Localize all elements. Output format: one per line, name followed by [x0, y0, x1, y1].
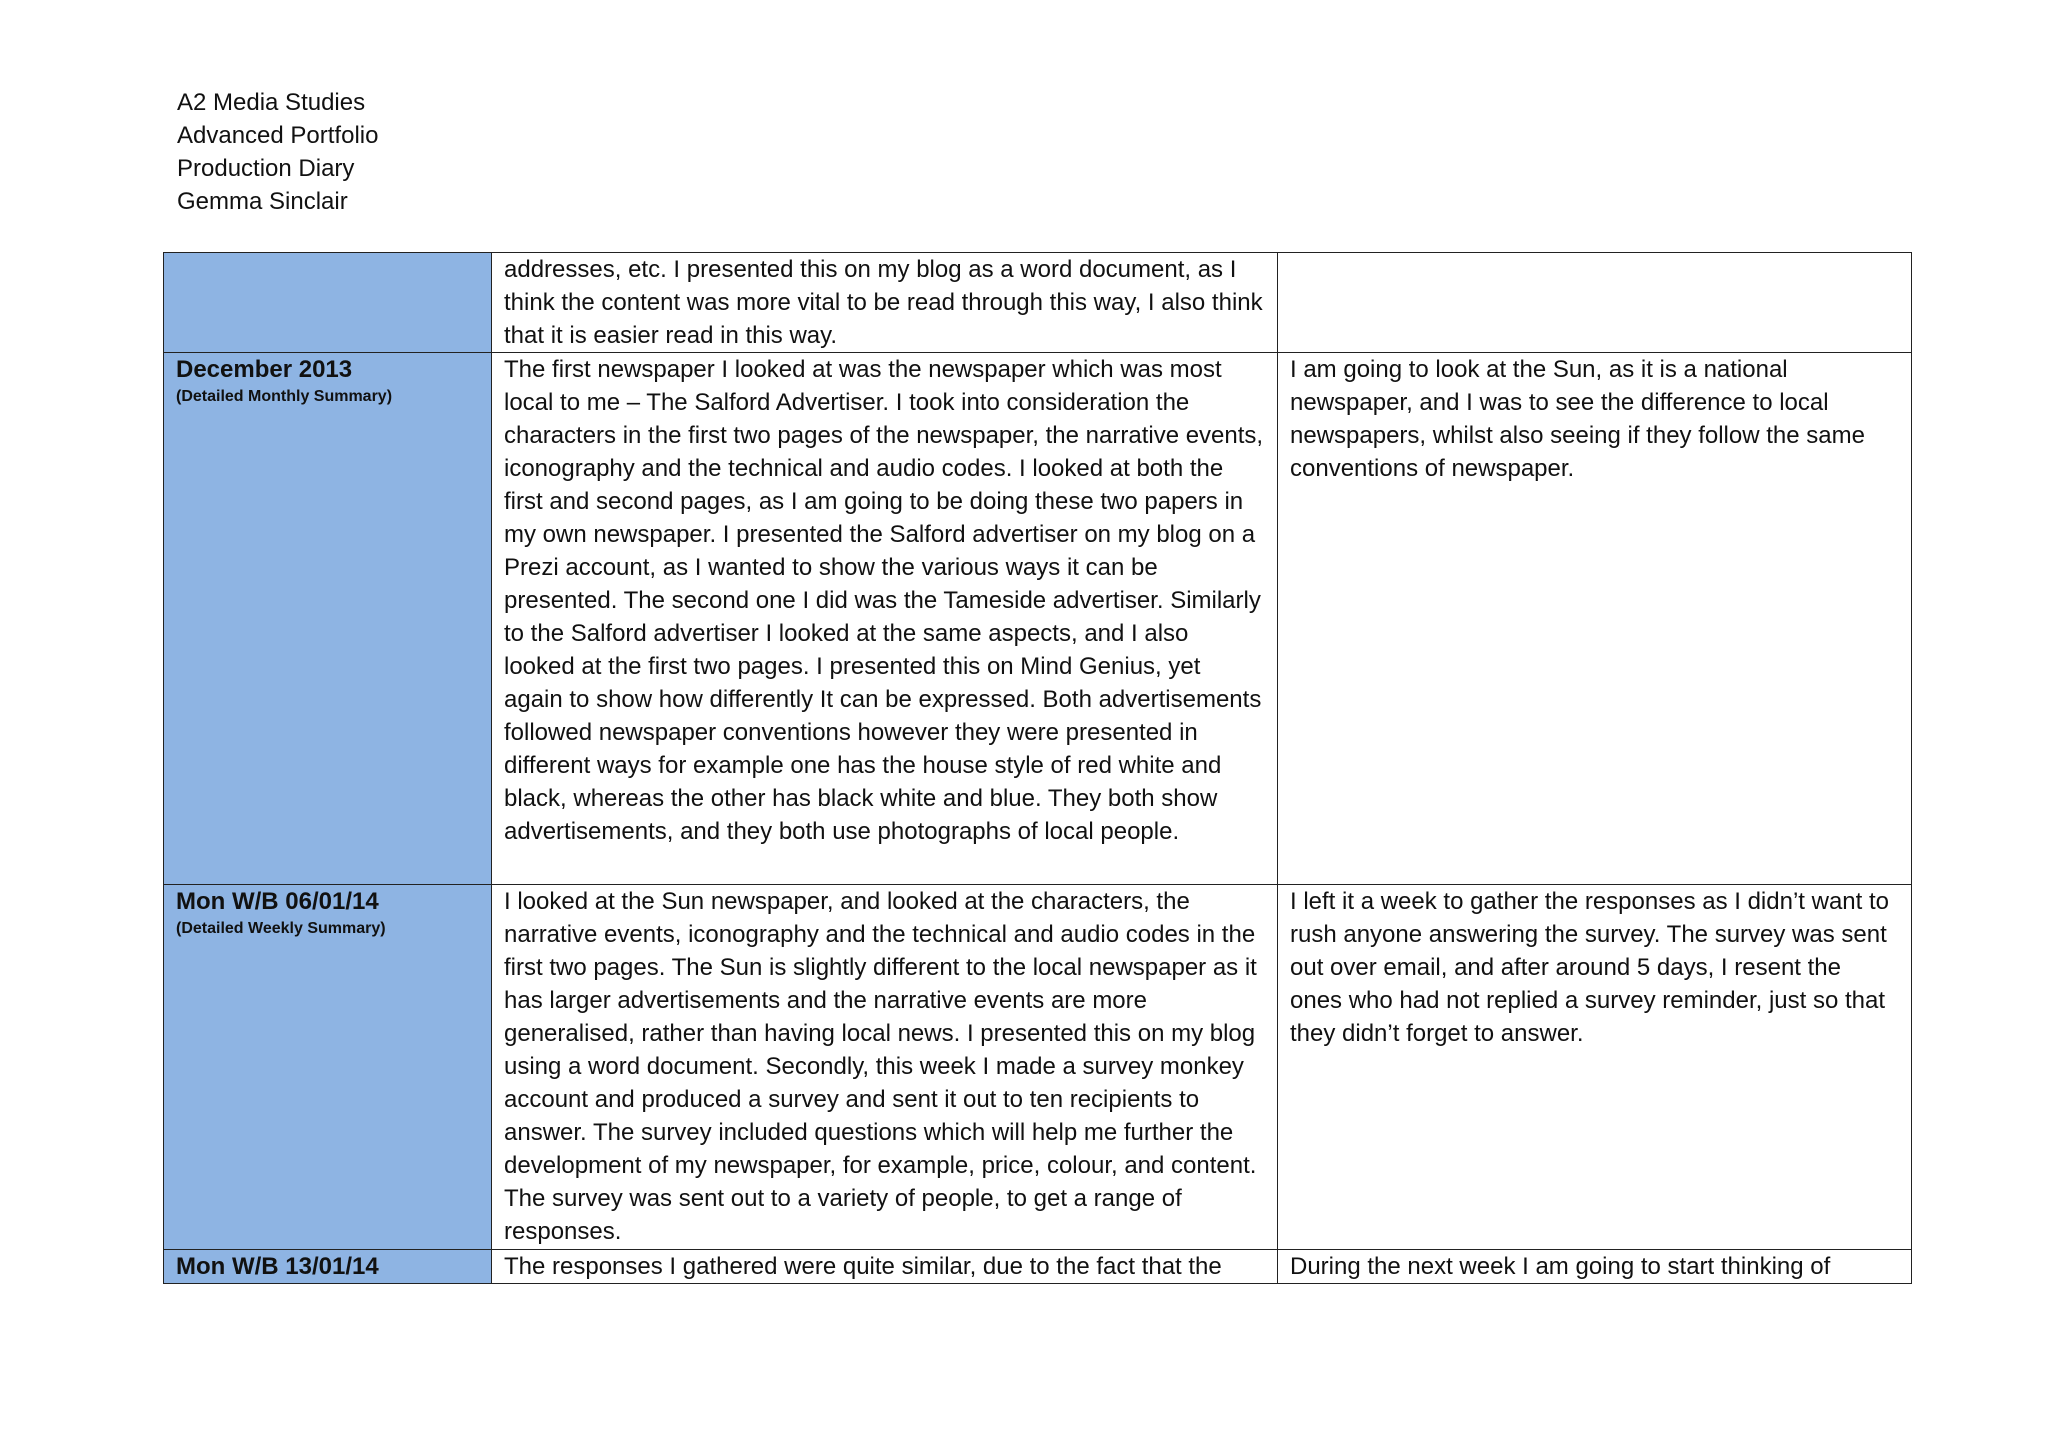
table-row	[164, 353, 1912, 885]
portfolio-title: Advanced Portfolio	[177, 122, 379, 149]
activity-cell: I looked at the Sun newspaper, and looked at the characters, the narrative events, iconography and the technical and audio codes in the first two pages. The Sun is slightly different to the local newspaper as it has larger advertisements and the narrative events are more generalised, rather than having local news. I presented this on my blog using a word document. Secondly, this week I made a survey monkey account and produced a survey and sent it out to ten recipients to answer. The survey included questions which will help me further the development of my newspaper, for example, price, colour, and content. The survey was sent out to a variety of people, to get a range of responses.	[492, 885, 1278, 1250]
document-header	[177, 86, 378, 218]
course-title: A2 Media Studies	[177, 89, 366, 116]
date-subtitle: (Detailed Monthly Summary)	[176, 388, 393, 405]
production-diary-table	[163, 252, 1912, 1284]
date-cell	[164, 253, 492, 353]
diary-title: Production Diary	[177, 155, 355, 182]
activity-cell: addresses, etc. I presented this on my blog as a word document, as I think the content was more vital to be read through this way, I also think that it is easier read in this way.	[492, 253, 1278, 353]
next-steps-cell	[1278, 253, 1912, 353]
next-steps-cell: I left it a week to gather the responses as I didn’t want to rush anyone answering the survey. The survey was sent out over email, and after around 5 days, I resent the ones who had not replied a survey reminder, just so that they didn’t forget to answer.	[1278, 885, 1912, 1250]
date-subtitle: (Detailed Weekly Summary)	[176, 920, 386, 937]
activity-cell: The responses I gathered were quite similar, due to the fact that the	[492, 1250, 1278, 1284]
table-row	[164, 1250, 1912, 1284]
date-cell	[164, 1250, 492, 1284]
table-row	[164, 885, 1912, 1250]
date-title: Mon W/B 13/01/14	[176, 1253, 379, 1280]
date-cell	[164, 353, 492, 885]
author-name: Gemma Sinclair	[177, 188, 348, 215]
activity-cell: The first newspaper I looked at was the newspaper which was most local to me – The Salford Advertiser. I took into consideration the characters in the first two pages of the newspaper, the narrative events, iconography and the technical and audio codes. I looked at both the first and second pages, as I am going to be doing these two papers in my own newspaper. I presented the Salford advertiser on my blog on a Prezi account, as I wanted to show the various ways it can be presented. The second one I did was the Tameside advertiser. Similarly to the Salford advertiser I looked at the same aspects, and I also looked at the first two pages. I presented this on Mind Genius, yet again to show how differently It can be expressed. Both advertisements followed newspaper conventions however they were presented in different ways for example one has the house style of red white and black, whereas the other has black white and blue. They both show advertisements, and they both use photographs of local people.	[492, 353, 1278, 885]
next-steps-cell: I am going to look at the Sun, as it is a national newspaper, and I was to see the difference to local newspapers, whilst also seeing if they follow the same conventions of newspaper.	[1278, 353, 1912, 885]
table-row	[164, 253, 1912, 353]
date-title: December 2013	[176, 356, 353, 383]
date-cell	[164, 885, 492, 1250]
date-title: Mon W/B 06/01/14	[176, 888, 379, 915]
next-steps-cell: During the next week I am going to start thinking of	[1278, 1250, 1912, 1284]
